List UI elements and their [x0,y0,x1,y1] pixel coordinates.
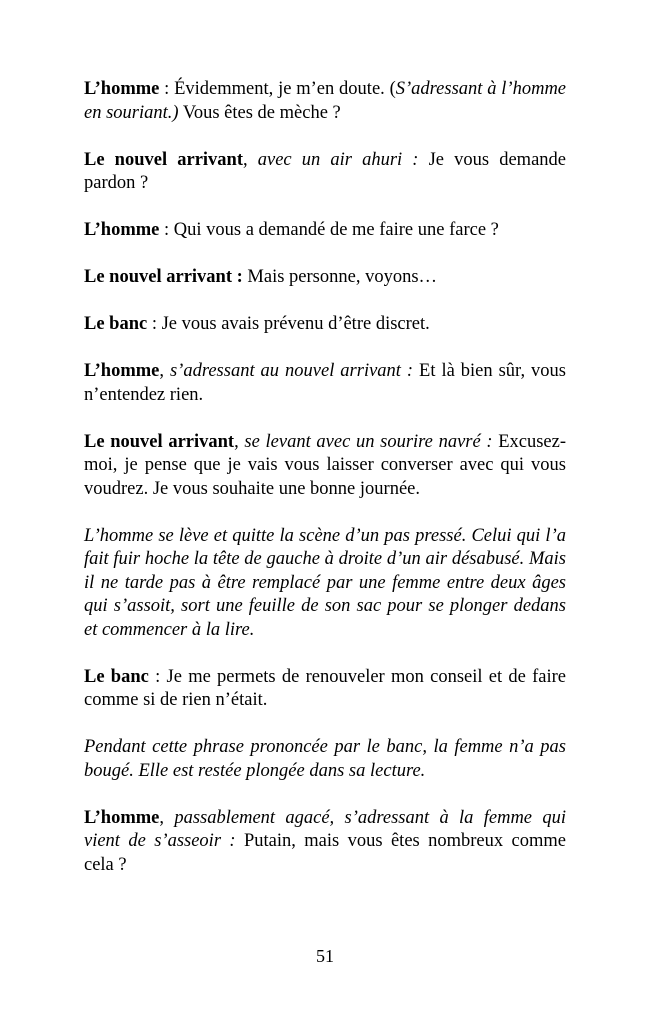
speaker-name: L’homme [84,807,160,828]
dialogue-text: Mais personne, voyons… [242,267,438,287]
speaker-name: L’homme [84,79,160,99]
dialogue-text: , [243,149,258,170]
stage-direction: se levant avec un sourire navré : [244,431,493,452]
dialogue-line [84,266,566,290]
speaker-name: Le banc [84,666,149,687]
stage-direction-paragraph: L’homme se lève et quitte la scène d’un pas pressé. Celui qui l’a fait fuir hoche la tête de gauche à droite d’un air désabusé. Mais il ne tarde pas à être remplacé par une femme entre deux âges qui s’assoit, sort une feuille de son sac pour se plonger dedans et commencer à la lire. [84,525,566,640]
dialogue-text: Putain, mais vous êtes nombreux comme cela ? [84,831,566,875]
dialogue-text: : Je me permets de renouveler mon conseil et de faire comme si de rien n’était. [84,666,566,710]
dialogue-text: , [234,431,245,452]
dialogue-text: Et là bien sûr, vous n’entendez rien. [84,361,566,405]
page-number: 51 [316,946,334,966]
dialogue-text: Excusez-moi, je pense que je vais vous laisser converser avec qui vous voudrez. Je vous souhaite une bonne journée. [84,431,567,499]
stage-direction: avec un air ahuri : [257,149,419,170]
dialogue-line [84,219,566,243]
speaker-name: L’homme [84,220,160,240]
dialogue-text: , [159,807,175,828]
page-body [84,78,566,901]
dialogue-text: , [159,361,170,381]
dialogue-text: : Qui vous a demandé de me faire une farce ? [159,220,499,240]
stage-direction-paragraph: Pendant cette phrase prononcée par le banc, la femme n’a pas bougé. Elle est restée plongée dans sa lecture. [84,737,566,781]
dialogue-line [84,78,566,125]
dialogue-line [84,666,566,713]
speaker-name: Le nouvel arrivant [84,431,235,452]
speaker-name: Le nouvel arrivant [84,149,243,170]
dialogue-text: Je vous demande pardon ? [84,149,566,193]
stage-direction: S’adressant à l’homme en souriant.) [84,79,567,123]
dialogue-text: Vous êtes de mèche ? [178,102,341,123]
dialogue-line [84,149,566,196]
dialogue-line [84,807,566,878]
dialogue-line [84,313,566,337]
speaker-name: Le banc [84,314,148,334]
speaker-name: Le nouvel arrivant : [84,267,243,287]
dialogue-text: : Évidemment, je m’en doute. ( [159,79,396,99]
stage-direction: passablement agacé, s’adressant à la femme qui vient de s’asseoir : [84,807,566,851]
stage-direction: s’adressant au nouvel arrivant : [169,361,414,381]
dialogue-line [84,431,566,502]
dialogue-text: : Je vous avais prévenu d’être discret. [147,314,430,334]
speaker-name: L’homme [84,361,160,381]
dialogue-line [84,360,566,407]
